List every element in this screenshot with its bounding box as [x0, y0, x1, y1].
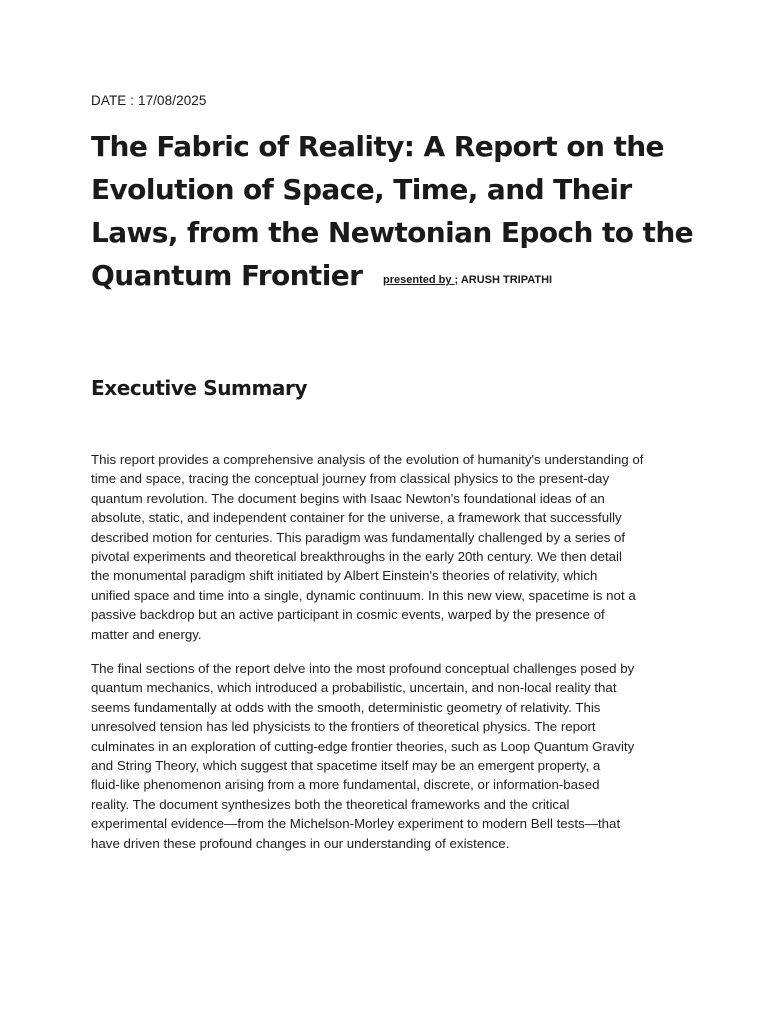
- paragraph-line: seems fundamentally at odds with the smooth, deterministic geometry of relativity. This: [91, 699, 601, 715]
- title-line: The Fabric of Reality: A Report on the: [91, 130, 664, 163]
- paragraph-line: matter and energy.: [91, 626, 202, 642]
- paragraph-line: described motion for centuries. This paradigm was fundamentally challenged by a series of: [91, 529, 626, 545]
- paragraph-line: fluid-like phenomenon arising from a more fundamental, discrete, or information-based: [91, 777, 600, 793]
- title-line: Quantum Frontier: [91, 259, 363, 292]
- presenter-label: presented by ;: [383, 274, 459, 286]
- report-title: [91, 125, 711, 297]
- paragraph-line: quantum mechanics, which introduced a probabilistic, uncertain, and non-local reality that: [91, 680, 617, 696]
- paragraph-line: the monumental paradigm shift initiated by Albert Einstein's theories of relativity, which: [91, 568, 598, 584]
- title-line: Evolution of Space, Time, and Their: [91, 173, 632, 206]
- paragraph-line: This report provides a comprehensive analysis of the evolution of humanity's understanding of: [91, 452, 644, 467]
- paragraph-line: The final sections of the report delve into the most profound conceptual challenges posed by: [91, 661, 635, 676]
- paragraph-line: quantum revolution. The document begins with Isaac Newton's foundational ideas of an: [91, 490, 605, 506]
- paragraph-line: passive backdrop but an active participant in cosmic events, warped by the presence of: [91, 607, 605, 623]
- presenter-name: ARUSH TRIPATHI: [460, 274, 553, 286]
- section-heading: Executive Summary: [91, 376, 308, 400]
- paragraph-line: pivotal experiments and theoretical breakthroughs in the early 20th century. We then detail: [91, 549, 622, 565]
- summary-paragraph-1: [91, 450, 691, 644]
- paragraph-line: absolute, static, and independent container for the universe, a framework that successfully: [91, 510, 622, 526]
- paragraph-line: reality. The document synthesizes both the theoretical frameworks and the critical: [91, 796, 570, 812]
- paragraph-line: culminates in an exploration of cutting-edge frontier theories, such as Loop Quantum Gravity: [91, 738, 635, 754]
- paragraph-line: and String Theory, which suggest that spacetime itself may be an emergent property, a: [91, 758, 601, 774]
- paragraph-line: have driven these profound changes in our understanding of existence.: [91, 835, 510, 851]
- paragraph-line: unified space and time into a single, dynamic continuum. In this new view, spacetime is not a: [91, 587, 636, 603]
- report-date: DATE : 17/08/2025: [91, 93, 207, 108]
- paragraph-line: time and space, tracing the conceptual journey from classical physics to the present-day: [91, 471, 610, 487]
- paragraph-line: unresolved tension has led physicists to the frontiers of theoretical physics. The report: [91, 719, 596, 735]
- presenter-credit: [383, 274, 552, 286]
- title-line: Laws, from the Newtonian Epoch to the: [91, 216, 694, 249]
- paragraph-line: experimental evidence—from the Michelson-Morley experiment to modern Bell tests—that: [91, 816, 621, 832]
- summary-paragraph-2: [91, 659, 691, 853]
